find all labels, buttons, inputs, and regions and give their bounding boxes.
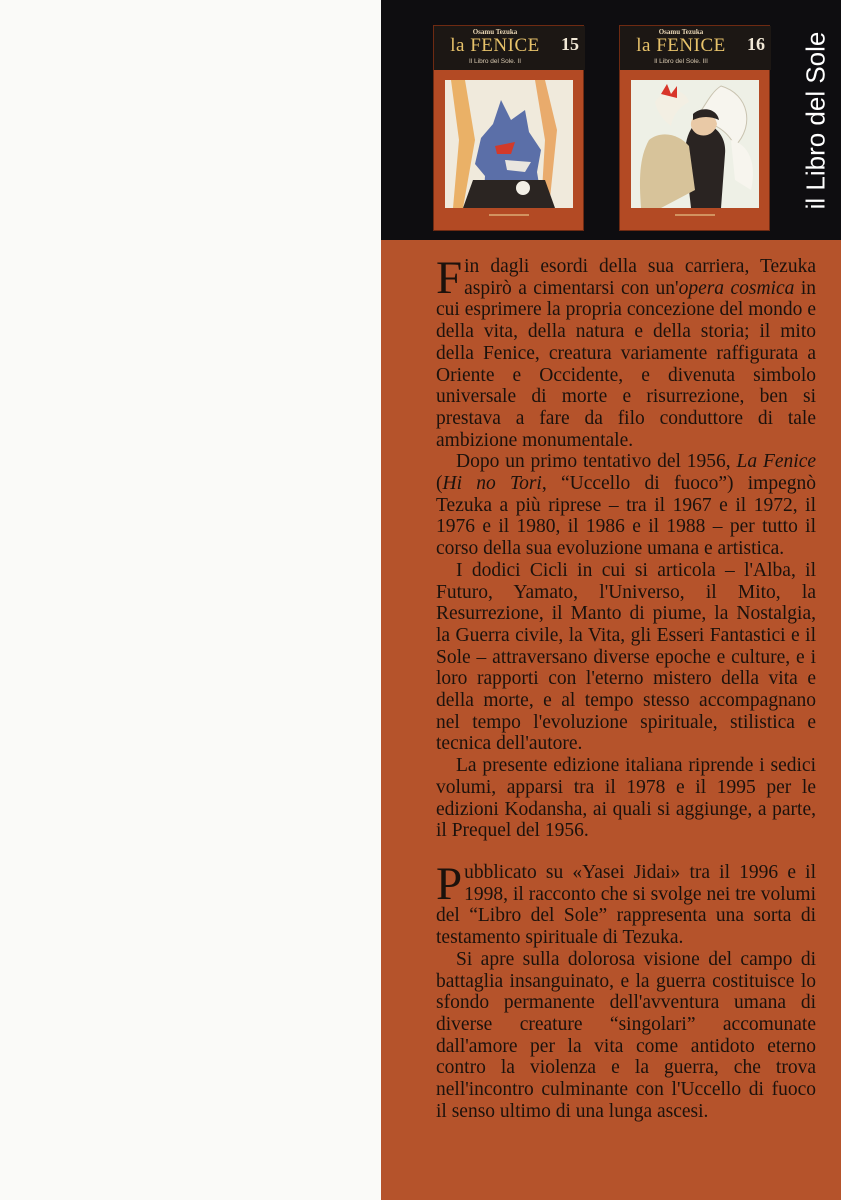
paragraph bbox=[436, 451, 816, 560]
paragraph: Si apre sulla dolorosa visione del campo di battaglia insanguinato, e la guerra costituisce lo sfondo permanente dell'avventura umana di diverse creature “singolari” accomunate dall'amore per la vita come antidoto eterno contro la violenza e la guerra, che trova nell'incontro culminante con l'Uccello di fuoco il senso ultimo di una lunga ascesi. bbox=[436, 948, 816, 1122]
drop-cap: P bbox=[436, 857, 463, 910]
paragraph-text: in cui esprimere la propria concezione del mondo e della vita, della natura e della storia; il mito della Fenice, creatura variamente raffigurata a Oriente e Occidente, e divenuta simbolo universale di morte e risurrezione, ben si prestava a fare da filo conduttore di tale ambizione monumentale. bbox=[436, 277, 816, 451]
flap-text bbox=[436, 252, 817, 1122]
emphasis: La Fenice bbox=[736, 451, 816, 473]
cover-header bbox=[620, 26, 771, 70]
paragraph-text: Dopo un primo tentativo del 1956, bbox=[456, 451, 737, 473]
paragraph-text: in dagli esordi della sua carriera, Tezuka aspirò a cimentarsi con un' bbox=[464, 256, 816, 299]
emphasis: opera cosmica bbox=[678, 277, 795, 299]
paragraph: La presente edizione italiana riprende i sedici volumi, apparsi tra il 1978 e il 1995 per le edizioni Kodansha, ai quali si aggiunge, a parte, il Prequel del 1956. bbox=[436, 755, 816, 842]
cover-band bbox=[381, 0, 841, 240]
cover-author: Osamu Tezuka bbox=[658, 28, 704, 36]
paragraph: I dodici Cicli in cui si articola – l'Alba, il Futuro, Yamato, l'Universo, il Mito, la Resurrezione, il Manto di piume, la Nostalgia, la Guerra civile, la Vita, gli Esseri Fantastici e il Sole – attraversano diverse epoche e culture, e i loro rapporti con l'eterno mistero della vita e della morte, e al tempo stesso accompagnano nel tempo l'evoluzione spirituale, stilistica e tecnica dell'autore. bbox=[436, 559, 816, 755]
volume-number: 15 bbox=[561, 34, 579, 54]
cover-title: la FENICE bbox=[450, 35, 540, 56]
spine-label-text: il Libro del Sole bbox=[800, 31, 831, 209]
cover-subtitle: Il Libro del Sole. II bbox=[468, 58, 522, 65]
cover-subtitle: Il Libro del Sole. III bbox=[654, 58, 708, 65]
publisher-mark bbox=[620, 213, 771, 218]
publisher-mark bbox=[434, 213, 585, 218]
cover-header bbox=[434, 26, 585, 70]
emphasis: Hi no Tori bbox=[442, 473, 542, 495]
drop-cap: F bbox=[436, 252, 463, 304]
paragraph bbox=[436, 252, 816, 451]
paragraph bbox=[436, 857, 816, 949]
cover-illustration bbox=[631, 80, 759, 208]
volume-number: 16 bbox=[747, 34, 765, 54]
cover-illustration bbox=[445, 80, 573, 208]
volume-16-cover bbox=[619, 25, 770, 231]
back-flap bbox=[381, 0, 841, 1200]
paragraph-text: ( bbox=[436, 473, 443, 495]
cover-author: Osamu Tezuka bbox=[472, 28, 518, 36]
cover-title: la FENICE bbox=[636, 35, 726, 56]
spine-label bbox=[791, 0, 841, 240]
paragraph-text: , “Uccello di fuoco”) impegnò Tezuka a più riprese – tra il 1967 e il 1972, il 1976 e il 1980, il 1986 e il 1988 – per tutto il corso della sua evoluzione umana e artistica. bbox=[436, 473, 817, 560]
paragraph-text: ubblicato su «Yasei Jidai» tra il 1996 e il 1998, il racconto che si svolge nei tre volumi del “Libro del Sole” rappresenta una sorta di testamento spirituale di Tezuka. bbox=[436, 861, 816, 949]
volume-15-cover bbox=[433, 25, 584, 231]
blank-left-page bbox=[0, 0, 381, 1200]
